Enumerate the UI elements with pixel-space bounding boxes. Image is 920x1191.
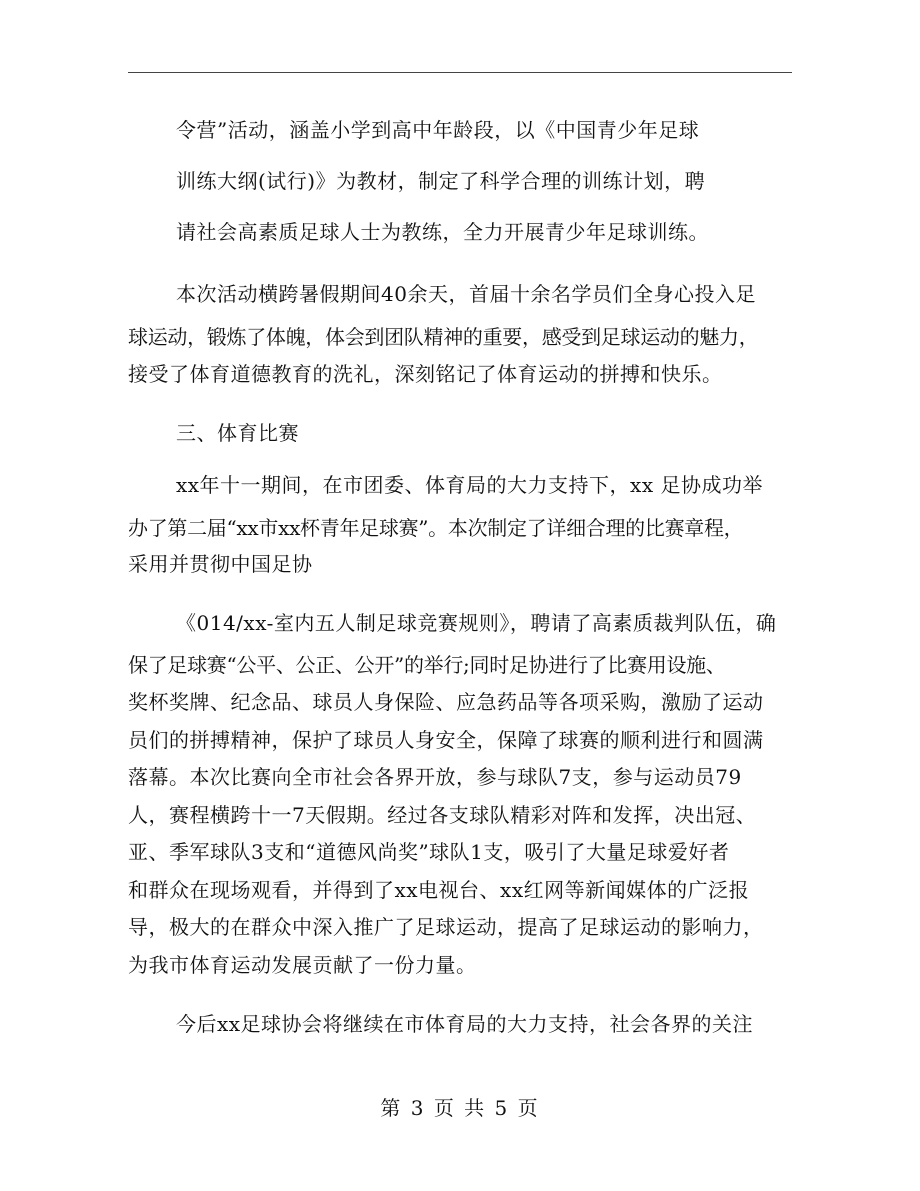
text-line: 亚、季军球队3支和“道德风尚奖”球队1支，吸引了大量足球爱好者 (128, 840, 730, 864)
text-line: 《014/xx-室内五人制足球竞赛规则》，聘请了高素质裁判队伍，确 (176, 611, 777, 635)
section-heading: 三、体育比赛 (176, 421, 299, 445)
text-line: 采用并贯彻中国足协 (128, 552, 313, 576)
text-line: 奖杯奖牌、纪念品、球员人身保险、应急药品等各项采购，激励了运动 (128, 690, 764, 714)
text-line: 接受了体育道德教育的洗礼，深刻铭记了体育运动的拼搏和快乐。 (128, 362, 723, 386)
text-line: 球运动，锻炼了体魄，体会到团队精神的重要，感受到足球运动的魅力， (128, 325, 759, 349)
text-line: 请社会高素质足球人士为教练，全力开展青少年足球训练。 (176, 220, 709, 244)
text-line: 今后xx足球协会将继续在市体育局的大力支持，社会各界的关注 (176, 1012, 754, 1036)
text-line: 保了足球赛“公平、公正、公开”的举行;同时足协进行了比赛用设施、 (128, 653, 726, 677)
text-line: 导，极大的在群众中深入推广了足球运动，提高了足球运动的影响力， (128, 915, 764, 939)
page-indicator: 第 3 页 共 5 页 (380, 1096, 540, 1120)
text-line: 为我市体育运动发展贡献了一份力量。 (128, 953, 477, 977)
text-line: xx年十一期间，在市团委、体育局的大力支持下，xx 足协成功举 (176, 473, 763, 497)
header-rule (128, 72, 792, 73)
text-line: 办了第二届“xx市xx杯青年足球赛”。本次制定了详细合理的比赛章程， (128, 516, 744, 540)
text-line: 令营”活动，涵盖小学到高中年龄段，以《中国青少年足球 (176, 118, 700, 142)
text-line: 和群众在现场观看，并得到了xx电视台、xx红网等新闻媒体的广泛报 (128, 878, 750, 902)
text-line: 落幕。本次比赛向全市社会各界开放，参与球队7支，参与运动员79 (128, 765, 742, 789)
text-line: 训练大纲(试行)》为教材，制定了科学合理的训练计划，聘 (176, 169, 706, 193)
text-line: 人，赛程横跨十一7天假期。经过各支球队精彩对阵和发挥，决出冠、 (128, 803, 757, 827)
text-line: 员们的拼搏精神，保护了球员人身安全，保障了球赛的顺利进行和圆满 (128, 728, 764, 752)
text-line: 本次活动横跨暑假期间40余天，首届十余名学员们全身心投入足 (176, 282, 756, 306)
